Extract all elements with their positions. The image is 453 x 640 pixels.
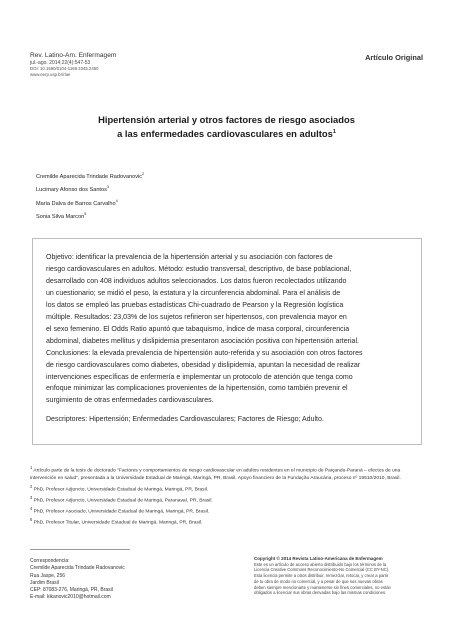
abstract-line: el sexo femenino. El Odds Ratio apuntó que tabaquismo, índice de masa corporal, circunferencia — [46, 325, 350, 333]
article-title — [40, 113, 413, 140]
correspondence-heading: Correspondencia: — [30, 558, 70, 564]
journal-issue: jul.-ago. 2014;22(4):547-53 — [30, 60, 91, 66]
journal-header — [30, 52, 116, 78]
title-line-1: Hipertensión arterial y otros factores de riesgo asociados — [98, 114, 355, 125]
correspondence — [30, 558, 125, 602]
abstract-line: desarrollado con 408 individuos adultos seleccionados. Los datos fueron recolectados utilizando — [46, 277, 347, 285]
article-type: Artículo Original — [365, 53, 423, 62]
license-line: Esta licencia permite a otros distribuir, remezclar, retocar, y crear a partir — [254, 573, 389, 579]
title-line-2: a las enfermedades cardiovasculares en adultos$^1$ — [117, 128, 336, 140]
footnote: $^3$ PhD, Profesor Adjuncto, Universidade Estadual de Maringá, Paranavaí, PR, Brasil. — [30, 495, 213, 504]
abstract-line: abdominal, diabetes mellitus y dislipidemia presentaron asociación positiva con hipertensión arterial. — [46, 337, 359, 345]
abstract-line: riesgo cardiovasculares en adultos. Método: estudio transversal, descriptivo, de base poblacional, — [46, 265, 352, 273]
copyright-notice — [254, 556, 424, 596]
author: Cremilde Aparecida Trindade Radovanovic$^2$ — [36, 172, 145, 180]
footnotes — [30, 464, 422, 528]
license-line: deben siempre mencionarte y mantenerse sin fines comerciales, no están — [254, 584, 391, 590]
journal-url[interactable]: www.eerp.usp.br/rlae — [30, 72, 71, 77]
footnote: $^4$ PhD, Profesor Asociado, Universidade Estadual de Maringá, Maringá, PR, Brasil. — [30, 506, 210, 515]
copyright-title: Copyright © 2014 Revista Latino-Americana de Enfermagem — [254, 556, 383, 561]
correspondence-divider — [30, 549, 130, 550]
abstract-line: los datos se empleó las pruebas estadísticas Chi-cuadrado de Pearson y la Regresión logística — [46, 301, 344, 309]
correspondence-line: CEP: 87083-276, Maringá, PR, Brasil — [30, 587, 113, 594]
correspondence-line: Jardim Brasil — [30, 579, 59, 586]
author: Sonia Silva Marcon$^5$ — [36, 212, 87, 221]
journal-name: Rev. Latino-Am. Enfermagem — [30, 52, 117, 59]
correspondence-line: Rua Jaspe, 256 — [30, 572, 66, 579]
doi: DOI: 10.1590/0104-1169.3345.2450 — [30, 66, 99, 72]
title-footnote-marker: 1 — [332, 129, 336, 135]
author: Maria Dalva de Barros Carvalho$^4$ — [36, 198, 118, 207]
correspondence-email[interactable]: E-mail: kikanovic2010@hotmail.com — [30, 594, 111, 601]
footnote: $^2$ PhD, Profesor Adjuncto, Universidade Estadual de Maringá, Maringá, PR, Brasil. — [30, 483, 209, 493]
license-line: obligados a licenciar sus obras derivadas bajo las mismas condiciones. — [254, 590, 387, 596]
license-line: Licencia Creative Commons Reconocimiento-No Comercial (CC BY-NC). — [254, 567, 390, 573]
footnote: $^5$ PhD, Profesor Titular, Universidade Estadual de Maringá, Maringá, PR, Brasil. — [30, 517, 203, 527]
license-line: de tu obra de modo no comercial, y a pesar de que sus nuevas obras — [254, 578, 383, 584]
abstract-line: de riesgo cardiovasculares como diabetes, obesidad y dislipidemia, apuntan la necesidad de realizar — [46, 361, 361, 369]
abstract-line: un cuestionario; se midió el peso, la estatura y la circunferencia abdominal. Para el análisis de — [46, 289, 341, 297]
abstract-line: intervenciones específicas de enfermería e implementar un protocolo de atención que tenga como — [46, 373, 353, 381]
abstract-line: surgimiento de otras enfermedades cardiovasculares. — [46, 397, 214, 405]
abstract-line: Objetivo: identificar la prevalencia de la hipertensión arterial y su asociación con factores de — [46, 254, 333, 261]
abstract-line: enfoque minimizar las complicaciones provenientes de la hipertensión, como también prevenir el — [46, 385, 348, 393]
license-line: Este es un artículo de acceso abierto distribuido bajo los términos de la — [254, 561, 387, 567]
author: Lucimary Afonso dos Santos$^3$ — [36, 185, 110, 194]
abstract-line: múltiple. Resultados: 23,03% de los sujetos refirieron ser hipertensos, con prevalencia mayor en — [46, 313, 347, 321]
footnote: $^1$ Artículo parte de la tesis de doctorado "Factores y comportamientos de riesgo cardiovascular en adultos residentes en el municipio de Paiçandu-Paraná – efectos de una intervención en salud", presentada a la Universidade Estadual de Maringá, Maringá, PR, Brasil. Apoyo financiero de la Fundação Araucária, proceso nº 19510/2010, Brasil. — [30, 465, 401, 482]
descriptors: Descriptores: Hipertensión; Enfermedades Cardiovasculares; Factores de Riesgo; Adulto. — [46, 416, 324, 423]
author-list — [36, 169, 144, 223]
abstract — [46, 252, 406, 407]
abstract-line: Conclusiones: la elevada prevalencia de hipertensión auto-referida y su asociación con otros factores — [46, 349, 363, 357]
correspondence-line: Cremilde Aparecida Trindade Radovanovic — [30, 565, 125, 572]
